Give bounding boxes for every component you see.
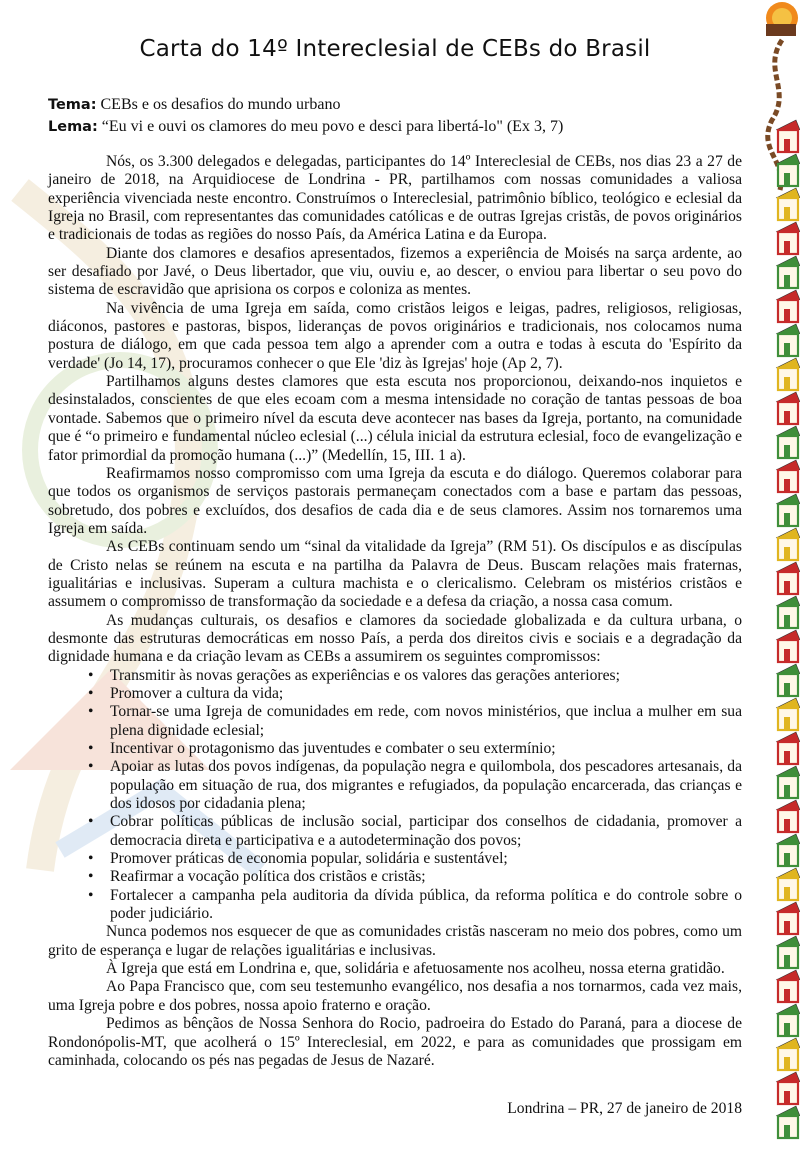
commitment-item: • Reafirmar a vocação política dos cristãos e cristãs; — [110, 868, 742, 886]
commitment-item: • Promover práticas de economia popular, solidária e sustentável; — [110, 850, 742, 868]
house-icon — [776, 256, 800, 288]
paragraph: Reafirmamos nosso compromisso com uma Igreja da escuta e do diálogo. Queremos colaborar para que todos os organismos de serviços pastorais permaneçam conectados com a base e partam das pessoas, sobretudo, dos pobres e excluídos, dos desafios de cada dia e de seus clamores. Assim nos tornaremos uma Igreja em saída. — [48, 464, 742, 537]
house-icon — [776, 732, 800, 764]
house-icon — [776, 290, 800, 322]
house-icon — [776, 630, 800, 662]
signature-date: Londrina – PR, 27 de janeiro de 2018 — [507, 1100, 742, 1117]
paragraph: Nós, os 3.300 delegados e delegadas, participantes do 14º Intereclesial de CEBs, nos dias 23 a 27 de janeiro de 2018, na Arquidiocese de Londrina - PR, partilhamos com nossas comunidades a valiosa experiência vivenciada neste encontro. Construímos o Intereclesial, patrimônio bíblico, teológico e eclesial da Igreja no Brasil, com representantes das comunidades católicas e de outras Igrejas cristãs, de povos originários e tradicionais de todas as regiões do nosso País, da América Latina e da Europa. — [48, 153, 742, 244]
commitment-item: • Cobrar políticas públicas de inclusão social, participar dos conselhos de cidadania, promover a democracia direta e participativa e a autodeterminação dos povos; — [110, 813, 742, 850]
decorative-houses-border — [752, 0, 800, 1149]
commitment-item: • Tornar-se uma Igreja de comunidades em rede, com novos ministérios, que inclua a mulher em sua plena dignidade eclesial; — [110, 703, 742, 740]
house-icon — [776, 902, 800, 934]
commitment-item: • Transmitir às novas gerações as experiências e os valores das gerações anteriores; — [110, 667, 742, 685]
house-icon — [776, 324, 800, 356]
paragraph: As mudanças culturais, os desafios e clamores da sociedade globalizada e da cultura urbana, o desmonte das estruturas democráticas em nosso País, a perda dos direitos civis e sociais e a degradação da dignidade humana e da criação levam as CEBs a assumirem os seguintes compromissos: — [48, 611, 742, 666]
house-icon — [776, 188, 800, 220]
house-icon — [776, 596, 800, 628]
house-icon — [776, 392, 800, 424]
tema-label: Tema: — [48, 97, 97, 113]
commitments-list — [48, 667, 742, 924]
paragraph: As CEBs continuam sendo um “sinal da vitalidade da Igreja” (RM 51). Os discípulos e as discípulas de Cristo nelas se reúnem na escuta e na partilha da Palavra de Deus. Buscam relações mais fraternas, igualitárias e inclusivas. Superam a cultura machista e o clericalismo. Celebram os mistérios cristãos e assumem o compromisso de transformação da sociedade e a defesa da criação, a nossa casa comum. — [48, 538, 742, 611]
house-icon — [776, 1038, 800, 1070]
house-icon — [776, 562, 800, 594]
house-icon — [776, 766, 800, 798]
paragraph: Na vivência de uma Igreja em saída, como cristãos leigos e leigas, padres, religiosos, religiosas, diáconos, pastores e pastoras, bispos, lideranças de povos originários e tradicionais, nos colocamos numa postura de diálogo, em que cada pessoa tem algo a aprender com a outra e todas à escuta do 'Espírito da verdade' (Jo 14, 17), procuramos conhecer o que Ele 'diz às Igrejas' hoje (Ap 2, 7). — [48, 299, 742, 372]
winding-path-icon — [768, 40, 782, 190]
house-icon — [776, 698, 800, 730]
house-icon — [776, 970, 800, 1002]
letter-header — [48, 94, 742, 138]
house-icon — [776, 1106, 800, 1138]
lema-label: Lema: — [48, 119, 98, 135]
house-icon — [776, 664, 800, 696]
house-icon — [776, 222, 800, 254]
lema-text: “Eu vi e ouvi os clamores do meu povo e desci para libertá-lo" (Ex 3, 7) — [101, 118, 564, 135]
sun-logo-icon — [752, 0, 798, 40]
letter-body — [48, 153, 742, 1070]
house-icon — [776, 426, 800, 458]
lema-line — [48, 116, 742, 138]
commitment-item: • Promover a cultura da vida; — [110, 685, 742, 703]
commitment-item: • Apoiar as lutas dos povos indígenas, da população negra e quilombola, dos pescadores artesanais, da população em situação de rua, dos migrantes e refugiados, da população encarcerada, das crianças e dos idosos por cidadania plena; — [110, 758, 742, 813]
house-icon — [776, 358, 800, 390]
commitment-item: • Incentivar o protagonismo das juventudes e combater o seu extermínio; — [110, 740, 742, 758]
house-icon — [776, 834, 800, 866]
letter-title: Carta do 14º Intereclesial de CEBs do Brasil — [139, 36, 651, 62]
house-icon — [776, 120, 800, 152]
paragraph: Pedimos as bênçãos de Nossa Senhora do Rocio, padroeira do Estado do Paraná, para a diocese de Rondonópolis-MT, que acolherá o 15º Intereclesial, em 2022, e para as comunidades que prossigam em caminhada, colocando os pés nas pegadas de Jesus de Nazaré. — [48, 1015, 742, 1069]
house-icon — [776, 1004, 800, 1036]
house-icon — [776, 460, 800, 492]
house-icon — [776, 936, 800, 968]
paragraph: Ao Papa Francisco que, com seu testemunho evangélico, nos desafia a nos tornarmos, cada vez mais, uma Igreja pobre e dos pobres, nossa apoio fraterno e oração. — [48, 978, 742, 1014]
house-icon — [776, 800, 800, 832]
house-icon — [776, 528, 800, 560]
paragraph: À Igreja que está em Londrina e, que, solidária e afetuosamente nos acolheu, nossa eterna gratidão. — [106, 960, 725, 978]
paragraph: Nunca podemos nos esquecer de que as comunidades cristãs nasceram no meio dos pobres, como um grito de esperança e lugar de relações igualitárias e inclusivas. — [48, 923, 742, 959]
paragraph: Partilhamos alguns destes clamores que esta escuta nos proporcionou, deixando-nos inquietos e desinstalados, conscientes de que eles ecoam com a mesma intensidade no coração de tantas pessoas de boa vontade. Sabemos que o primeiro nível da escuta deve acontecer nas bases da Igreja, portanto, na comunidade que é “o primeiro e fundamental núcleo eclesial (...) célula inicial da estrutura eclesial, foco de evangelização e fator primordial da promoção humana (...)” (Medellín, 15, III. 1 a). — [48, 373, 742, 464]
paragraph: Diante dos clamores e desafios apresentados, fizemos a experiência de Moisés na sarça ardente, ao ser desafiado por Javé, o Deus libertador, que viu, ouviu e, ao descer, o enviou para libertar o seu povo do sistema de escravidão que aprisiona os corpos e coloniza as mentes. — [48, 244, 742, 299]
house-icon — [776, 1072, 800, 1104]
commitment-item: • Fortalecer a campanha pela auditoria da dívida pública, da reforma política e do controle sobre o poder judiciário. — [110, 887, 742, 924]
house-icon — [776, 494, 800, 526]
house-icon — [776, 868, 800, 900]
tema-line — [48, 94, 742, 116]
tema-text: CEBs e os desafios do mundo urbano — [100, 96, 341, 113]
house-icon — [776, 154, 800, 186]
